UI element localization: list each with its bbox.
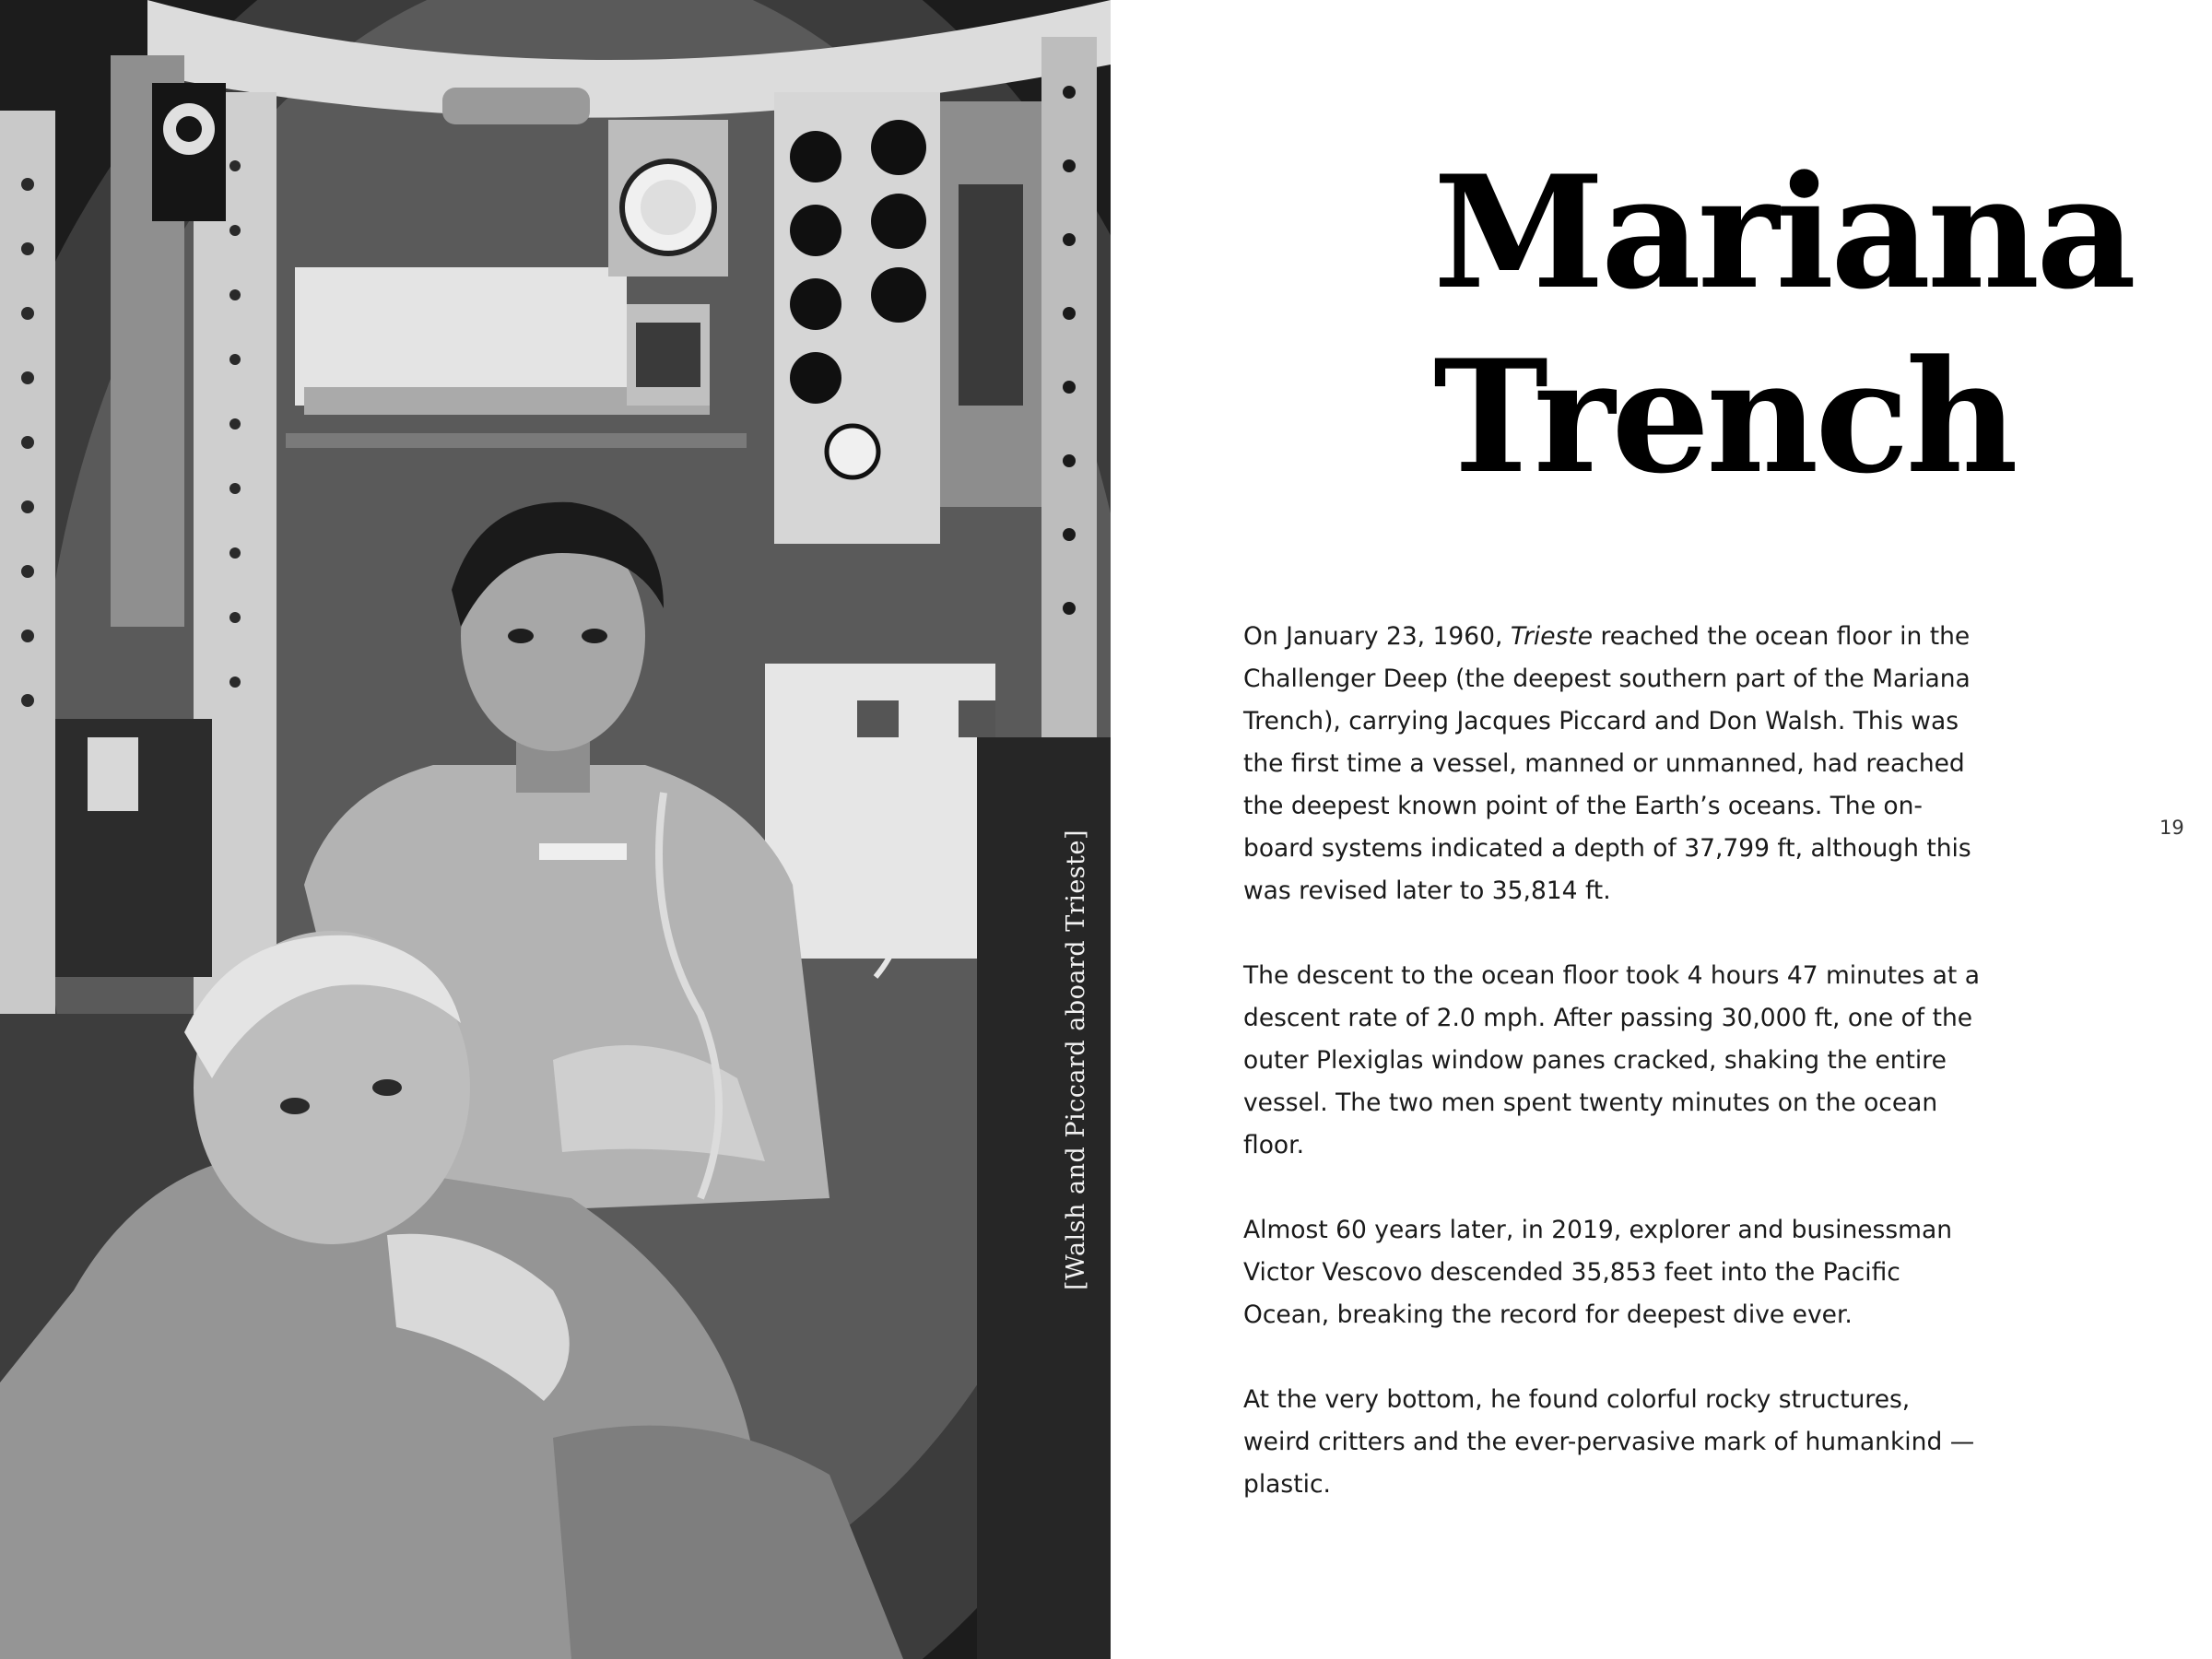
page-number: 19 (2159, 817, 2184, 839)
paragraph-4: At the very bottom, he found colorful rocky structures, weird critters and the ever-pervasive mark of humankind — plastic. (1243, 1385, 1975, 1499)
paragraph-3: Almost 60 years later, in 2019, explorer and businessman Victor Vescovo descended 35,853 feet into the Pacific Ocean, breaking the record for deepest dive ever. (1243, 1216, 1953, 1329)
paragraph-1 (1243, 616, 1981, 912)
paragraph-1-rest: reached the ocean floor in the Challenger Deep (the deepest southern part of the Mariana Trench), carrying Jacques Piccard and Don Walsh. This was the first time a vessel, manned or unmanned, had reached the deepest known point of the Earth’s oceans. The on-board systems indicated a depth of 37,799 ft, although this was revised later to 35,814 ft. (1243, 622, 1971, 905)
paragraph-1-lead: On January 23, 1960, (1243, 622, 1511, 651)
vessel-name: Trieste (1510, 622, 1594, 651)
title-line-2: Trench (1433, 325, 2015, 508)
article-body (1243, 616, 1981, 1548)
paragraph-2: The descent to the ocean floor took 4 hours 47 minutes at a descent rate of 2.0 mph. After passing 30,000 ft, one of the outer Plexiglas window panes cracked, shaking the entire vessel. The two men spent twenty minutes on the ocean floor. (1243, 961, 1980, 1159)
title-line-1: Mariana (1433, 141, 2134, 324)
page-title (1433, 140, 2133, 509)
photo-caption: [Walsh and Piccard aboard Trieste] (1062, 829, 1090, 1290)
